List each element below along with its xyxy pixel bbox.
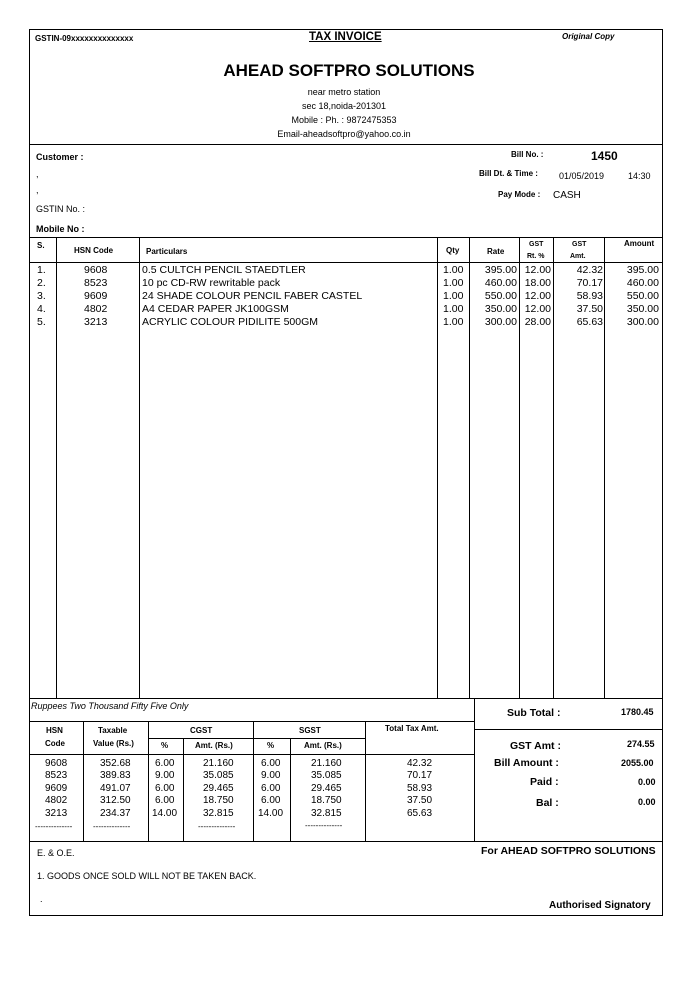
item-gst-rate: 28.00 bbox=[524, 316, 551, 328]
table-row bbox=[0, 771, 698, 783]
balance-label: Bal : bbox=[536, 797, 559, 809]
tax-header-bottom bbox=[29, 754, 474, 755]
gstin-label: GSTIN No. : bbox=[36, 204, 86, 214]
subtotal-label: Sub Total : bbox=[507, 707, 561, 719]
tax-sgst-amt: 35.085 bbox=[311, 770, 342, 781]
item-hsn: 9608 bbox=[84, 264, 108, 276]
tax-cgst-amt: 29.465 bbox=[203, 783, 234, 794]
tax-taxable: 312.50 bbox=[100, 795, 131, 806]
item-hsn: 4802 bbox=[84, 303, 108, 315]
item-particulars: 10 pc CD-RW rewritable pack bbox=[142, 277, 281, 289]
subtotal-value: 1780.45 bbox=[621, 707, 654, 717]
col-header-rate: Rate bbox=[487, 247, 505, 256]
gst-amount-label: GST Amt : bbox=[510, 740, 561, 752]
tax-cgst-pct: 6.00 bbox=[155, 758, 175, 769]
email-text: Email-aheadsoftpro@yahoo.co.in bbox=[277, 129, 411, 139]
paid-label: Paid : bbox=[530, 776, 559, 788]
tax-dash-taxable: -------------- bbox=[93, 822, 131, 831]
tax-sgst-amt: 29.465 bbox=[311, 783, 342, 794]
for-company: For AHEAD SOFTPRO SOLUTIONS bbox=[481, 845, 656, 857]
item-hsn: 3213 bbox=[84, 316, 108, 328]
eoe-text: E. & O.E. bbox=[37, 848, 75, 858]
items-table-bottom bbox=[29, 698, 663, 699]
customer-line-1: , bbox=[36, 169, 39, 179]
tax-taxable: 352.68 bbox=[100, 758, 131, 769]
item-qty: 1.00 bbox=[443, 277, 464, 289]
item-gst-amount: 42.32 bbox=[576, 264, 603, 276]
company-name: AHEAD SOFTPRO SOLUTIONS bbox=[223, 61, 475, 80]
tax-cgst-pct: 14.00 bbox=[152, 808, 178, 819]
bill-time-value: 14:30 bbox=[628, 171, 651, 181]
item-particulars: 0.5 CULTCH PENCIL STAEDTLER bbox=[142, 264, 306, 276]
col-header-gst-rt-2: Rt. % bbox=[527, 253, 545, 260]
bill-no-value: 1450 bbox=[591, 149, 618, 163]
item-amount: 300.00 bbox=[626, 316, 659, 328]
item-hsn: 8523 bbox=[84, 277, 108, 289]
tax-subheader-line bbox=[148, 738, 365, 739]
item-gst-amount: 37.50 bbox=[576, 303, 603, 315]
tax-total: 58.93 bbox=[407, 783, 433, 794]
tax-header-taxable-2: Value (Rs.) bbox=[93, 739, 134, 748]
tax-hsn: 8523 bbox=[45, 770, 68, 781]
item-particulars: 24 SHADE COLOUR PENCIL FABER CASTEL bbox=[142, 290, 363, 302]
table-row bbox=[0, 317, 698, 330]
totals-divider-line bbox=[474, 729, 663, 730]
bill-date-value: 01/05/2019 bbox=[559, 171, 605, 181]
items-header-bottom bbox=[29, 262, 663, 263]
items-table-top bbox=[29, 237, 663, 238]
address-line-2: sec 18,noida-201301 bbox=[301, 101, 387, 111]
item-qty: 1.00 bbox=[443, 290, 464, 302]
tax-hsn: 9608 bbox=[45, 758, 68, 769]
tax-sgst-pct: 6.00 bbox=[261, 758, 281, 769]
tax-dash-cgst: -------------- bbox=[198, 822, 236, 831]
item-rate: 550.00 bbox=[484, 290, 517, 302]
tax-header-cgst-pct: % bbox=[161, 741, 169, 750]
tax-sgst-amt: 18.750 bbox=[311, 795, 342, 806]
tax-sgst-amt: 32.815 bbox=[311, 808, 342, 819]
tax-sgst-amt: 21.160 bbox=[311, 758, 342, 769]
item-particulars: ACRYLIC COLOUR PIDILITE 500GM bbox=[142, 316, 319, 328]
col-header-gst-amt-1: GST bbox=[572, 241, 587, 248]
tax-cgst-amt: 32.815 bbox=[203, 808, 234, 819]
gstin-text: GSTIN-09xxxxxxxxxxxxxx bbox=[35, 34, 134, 43]
tax-cgst-amt: 35.085 bbox=[203, 770, 234, 781]
tax-hsn: 3213 bbox=[45, 808, 68, 819]
tax-sgst-pct: 6.00 bbox=[261, 795, 281, 806]
tax-sgst-pct: 6.00 bbox=[261, 783, 281, 794]
tax-table-top bbox=[29, 721, 474, 722]
paid-value: 0.00 bbox=[638, 777, 656, 787]
tax-cgst-amt: 21.160 bbox=[203, 758, 234, 769]
item-gst-amount: 70.17 bbox=[576, 277, 603, 289]
tax-cgst-pct: 9.00 bbox=[155, 770, 175, 781]
col-header-gst-amt-2: Amt. bbox=[570, 253, 586, 260]
item-rate: 350.00 bbox=[484, 303, 517, 315]
item-hsn: 9609 bbox=[84, 290, 108, 302]
mobile-text: Mobile : Ph. : 9872475353 bbox=[291, 115, 397, 125]
item-gst-rate: 12.00 bbox=[524, 290, 551, 302]
item-qty: 1.00 bbox=[443, 316, 464, 328]
tax-header-cgst: CGST bbox=[190, 726, 213, 735]
item-gst-amount: 65.63 bbox=[576, 316, 603, 328]
bill-date-label: Bill Dt. & Time : bbox=[479, 169, 538, 178]
bill-amount-value: 2055.00 bbox=[621, 758, 654, 768]
table-row bbox=[0, 796, 698, 808]
paymode-label: Pay Mode : bbox=[498, 190, 541, 199]
col-header-particulars: Particulars bbox=[146, 247, 188, 256]
tax-taxable: 234.37 bbox=[100, 808, 131, 819]
tax-header-sgst: SGST bbox=[299, 726, 321, 735]
terms-line-2: . bbox=[40, 894, 43, 904]
header-divider bbox=[29, 144, 663, 145]
doc-title: TAX INVOICE bbox=[309, 31, 382, 43]
tax-dash-sgst: -------------- bbox=[305, 821, 343, 830]
paymode-value: CASH bbox=[553, 190, 581, 201]
tax-sgst-pct: 9.00 bbox=[261, 770, 281, 781]
terms-line-1: 1. GOODS ONCE SOLD WILL NOT BE TAKEN BACK. bbox=[37, 871, 257, 881]
authorised-signatory: Authorised Signatory bbox=[549, 900, 651, 911]
table-row bbox=[0, 809, 698, 821]
tax-cgst-pct: 6.00 bbox=[155, 795, 175, 806]
tax-hsn: 4802 bbox=[45, 795, 68, 806]
tax-taxable: 491.07 bbox=[100, 783, 131, 794]
tax-total: 42.32 bbox=[407, 758, 433, 769]
tax-header-cgst-amt: Amt. (Rs.) bbox=[195, 741, 233, 750]
tax-header-hsn-2: Code bbox=[45, 739, 65, 748]
item-sno: 2. bbox=[37, 277, 46, 289]
tax-header-hsn-1: HSN bbox=[46, 726, 63, 735]
tax-total: 65.63 bbox=[407, 808, 433, 819]
gst-amount-value: 274.55 bbox=[627, 739, 655, 749]
item-rate: 460.00 bbox=[484, 277, 517, 289]
amount-in-words: Ruppees Two Thousand Fifty Five Only bbox=[31, 701, 189, 711]
tax-header-sgst-pct: % bbox=[267, 741, 275, 750]
item-qty: 1.00 bbox=[443, 303, 464, 315]
customer-label: Customer : bbox=[36, 152, 84, 162]
item-sno: 4. bbox=[37, 303, 46, 315]
tax-taxable: 389.83 bbox=[100, 770, 131, 781]
tax-hsn: 9609 bbox=[45, 783, 68, 794]
address-line-1: near metro station bbox=[307, 87, 381, 97]
bill-no-label: Bill No. : bbox=[511, 150, 544, 159]
item-amount: 460.00 bbox=[626, 277, 659, 289]
item-sno: 3. bbox=[37, 290, 46, 302]
bill-amount-label: Bill Amount : bbox=[494, 757, 559, 769]
item-rate: 395.00 bbox=[484, 264, 517, 276]
item-gst-rate: 18.00 bbox=[524, 277, 551, 289]
copy-label: Original Copy bbox=[562, 32, 615, 41]
balance-value: 0.00 bbox=[638, 797, 656, 807]
item-gst-rate: 12.00 bbox=[524, 264, 551, 276]
item-sno: 1. bbox=[37, 264, 46, 276]
tax-header-total: Total Tax Amt. bbox=[385, 724, 439, 733]
col-header-hsn: HSN Code bbox=[74, 246, 114, 255]
tax-sgst-pct: 14.00 bbox=[258, 808, 284, 819]
item-amount: 550.00 bbox=[626, 290, 659, 302]
customer-line-2: , bbox=[36, 185, 39, 195]
item-amount: 395.00 bbox=[626, 264, 659, 276]
tax-header-sgst-amt: Amt. (Rs.) bbox=[304, 741, 342, 750]
tax-cgst-amt: 18.750 bbox=[203, 795, 234, 806]
col-header-qty: Qty bbox=[446, 246, 460, 255]
item-particulars: A4 CEDAR PAPER JK100GSM bbox=[142, 303, 289, 315]
item-sno: 5. bbox=[37, 316, 46, 328]
tax-total: 70.17 bbox=[407, 770, 433, 781]
col-header-amount: Amount bbox=[624, 239, 655, 248]
tax-dash-hsn: -------------- bbox=[35, 822, 73, 831]
mobile-label: Mobile No : bbox=[36, 224, 85, 234]
tax-header-taxable-1: Taxable bbox=[98, 726, 128, 735]
item-rate: 300.00 bbox=[484, 316, 517, 328]
tax-cgst-pct: 6.00 bbox=[155, 783, 175, 794]
tax-total: 37.50 bbox=[407, 795, 433, 806]
item-gst-rate: 12.00 bbox=[524, 303, 551, 315]
col-header-gst-rt-1: GST bbox=[529, 241, 544, 248]
bottom-section-line bbox=[29, 841, 663, 842]
item-qty: 1.00 bbox=[443, 264, 464, 276]
item-gst-amount: 58.93 bbox=[576, 290, 603, 302]
col-header-sno: S. bbox=[37, 241, 45, 250]
item-amount: 350.00 bbox=[626, 303, 659, 315]
